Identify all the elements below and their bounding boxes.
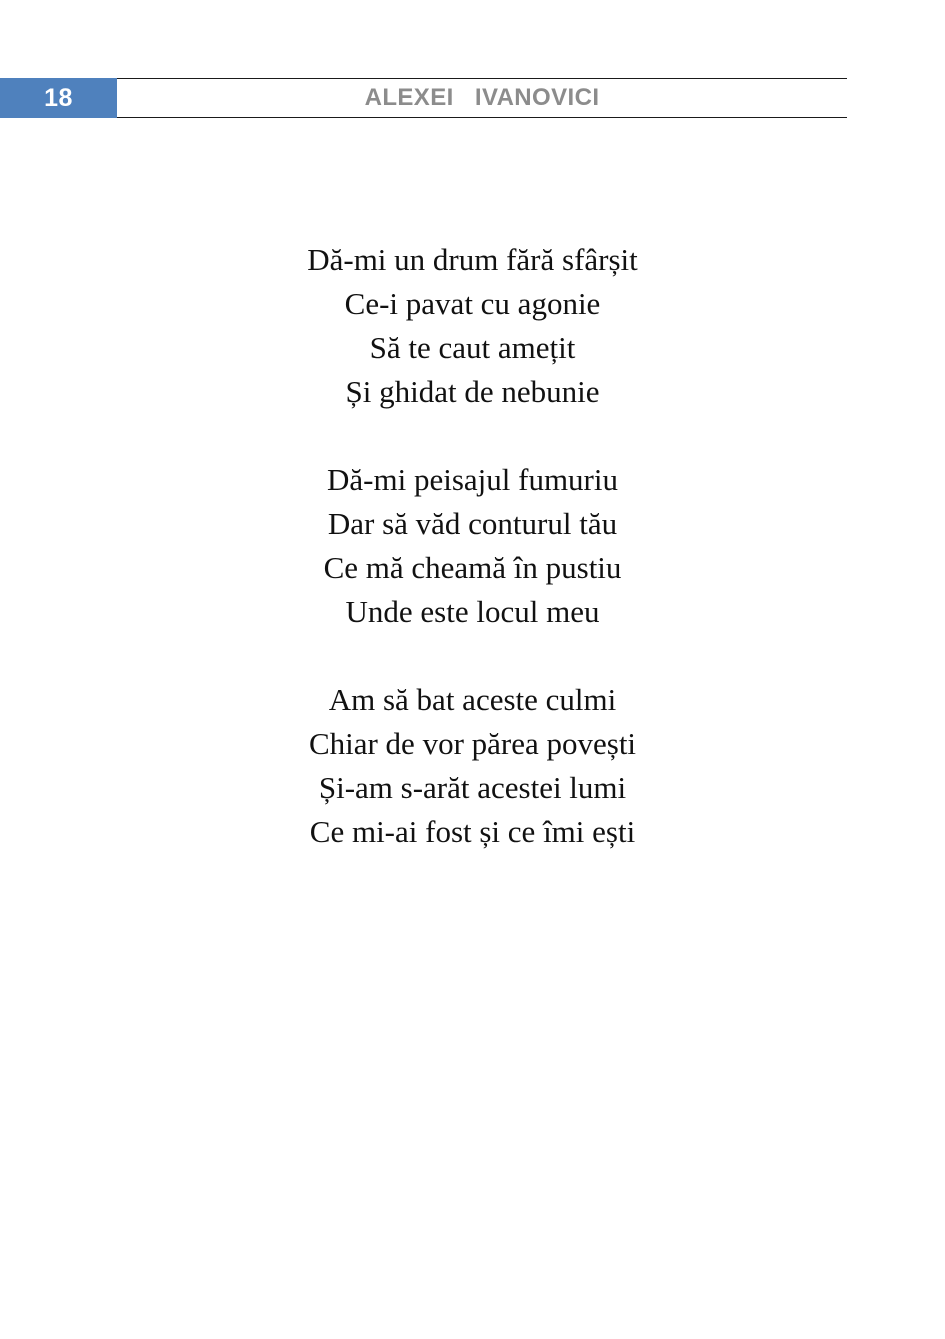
poem <box>0 238 945 898</box>
author-name: ALEXEI IVANOVICI <box>364 84 600 111</box>
stanza <box>0 238 945 414</box>
verse-line: Ce mi-ai fost și ce îmi ești <box>309 814 636 849</box>
verse-line: Dă-mi peisajul fumuriu <box>327 462 618 497</box>
verse-line: Să te caut amețit <box>369 330 576 365</box>
verse-line: Chiar de vor părea povești <box>308 726 637 761</box>
running-header <box>117 78 847 118</box>
verse-line: Unde este locul meu <box>345 594 600 629</box>
verse-line: Dă-mi un drum fără sfârșit <box>307 242 638 277</box>
verse-line: Ce-i pavat cu agonie <box>344 286 601 321</box>
verse-line: Am să bat aceste culmi <box>328 682 617 717</box>
stanza <box>0 458 945 634</box>
stanza <box>0 678 945 854</box>
verse-line: Și-am s-arăt acestei lumi <box>318 770 627 805</box>
page-number-box <box>0 78 117 118</box>
verse-line: Și ghidat de nebunie <box>345 374 600 409</box>
page-number: 18 <box>44 83 73 112</box>
verse-line: Ce mă cheamă în pustiu <box>323 550 622 585</box>
verse-line: Dar să văd conturul tău <box>327 506 618 541</box>
